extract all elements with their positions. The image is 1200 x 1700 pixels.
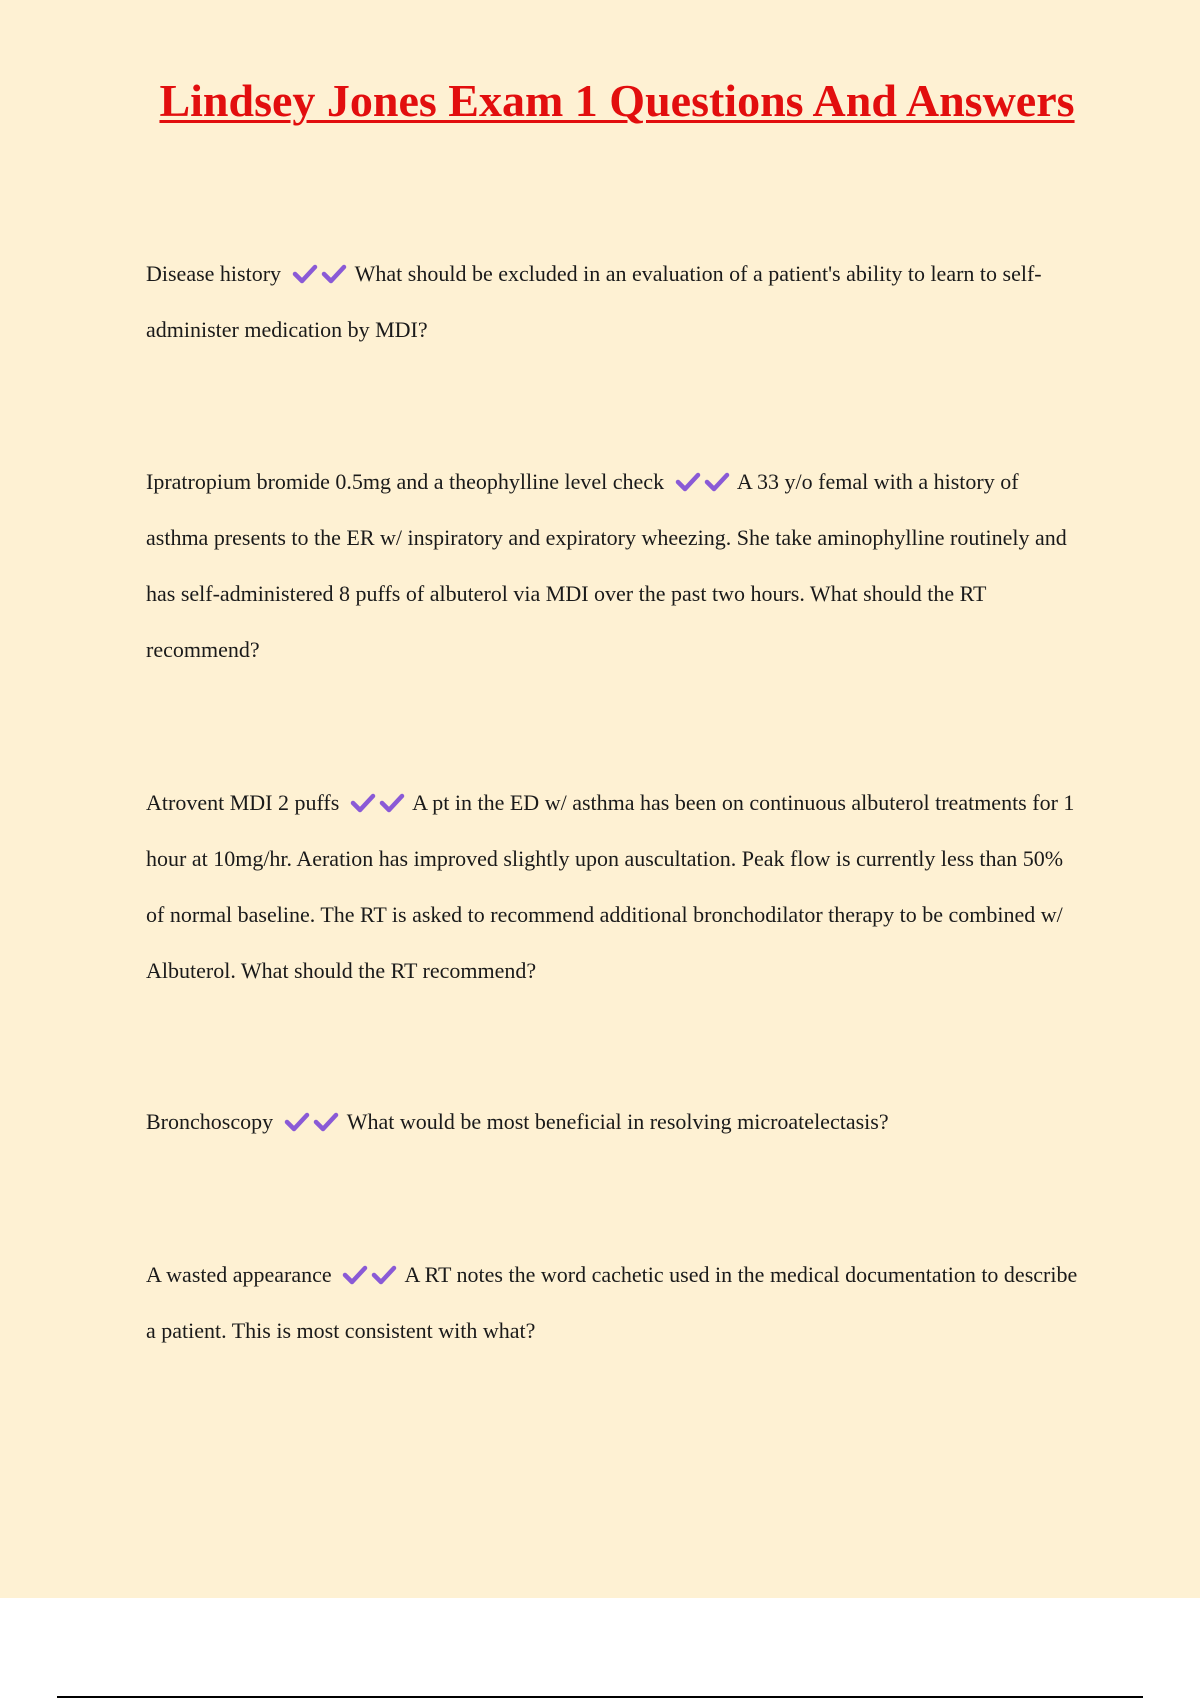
answer-text: Disease history [146, 261, 282, 286]
question-text: A pt in the ED w/ asthma has been on continuous albuterol treatments for 1 hour at 10mg/hr. Aeration has improved slightly upon auscultation. Peak flow is currently less than 50% of normal baseline. The RT is asked to recommend additional bronchodilator therapy to be combined w/ Albuterol. What should the RT recommend? [146, 790, 1075, 983]
question-text: A RT notes the word cachetic used in the medical documentation to describe a patient. This is most consistent with what? [146, 1262, 1078, 1343]
answer-text: Bronchoscopy [146, 1109, 274, 1134]
checkmark-icon [321, 263, 347, 285]
answer-text: Atrovent MDI 2 puffs [146, 790, 340, 815]
checkmark-icon [284, 1111, 310, 1133]
checkmark-icon [350, 792, 376, 814]
checkmark-icon [342, 1264, 368, 1286]
checkmark-icon [379, 792, 405, 814]
qa-item [146, 454, 1086, 678]
checkmark-icon [371, 1264, 397, 1286]
question-text: A 33 y/o femal with a history of asthma presents to the ER w/ inspiratory and expiratory wheezing. She take aminophylline routinely and has self-administered 8 puffs of albuterol via MDI over the past two hours. What should the RT recommend? [146, 469, 1067, 662]
footer-divider [57, 1696, 1143, 1698]
qa-item [146, 1094, 1086, 1150]
document-title: Lindsey Jones Exam 1 Questions And Answers [159, 75, 1075, 126]
question-text: What should be excluded in an evaluation of a patient's ability to learn to self-administer medication by MDI? [146, 261, 1042, 342]
answer-text: A wasted appearance [146, 1262, 332, 1287]
checkmark-icon [704, 471, 730, 493]
checkmark-icon [675, 471, 701, 493]
qa-item [146, 775, 1086, 999]
checkmark-icon [292, 263, 318, 285]
question-text: What would be most beneficial in resolving microatelectasis? [346, 1109, 889, 1134]
qa-item [146, 1247, 1086, 1359]
qa-item [146, 246, 1086, 358]
answer-text: Ipratropium bromide 0.5mg and a theophylline level check [146, 469, 665, 494]
checkmark-icon [313, 1111, 339, 1133]
